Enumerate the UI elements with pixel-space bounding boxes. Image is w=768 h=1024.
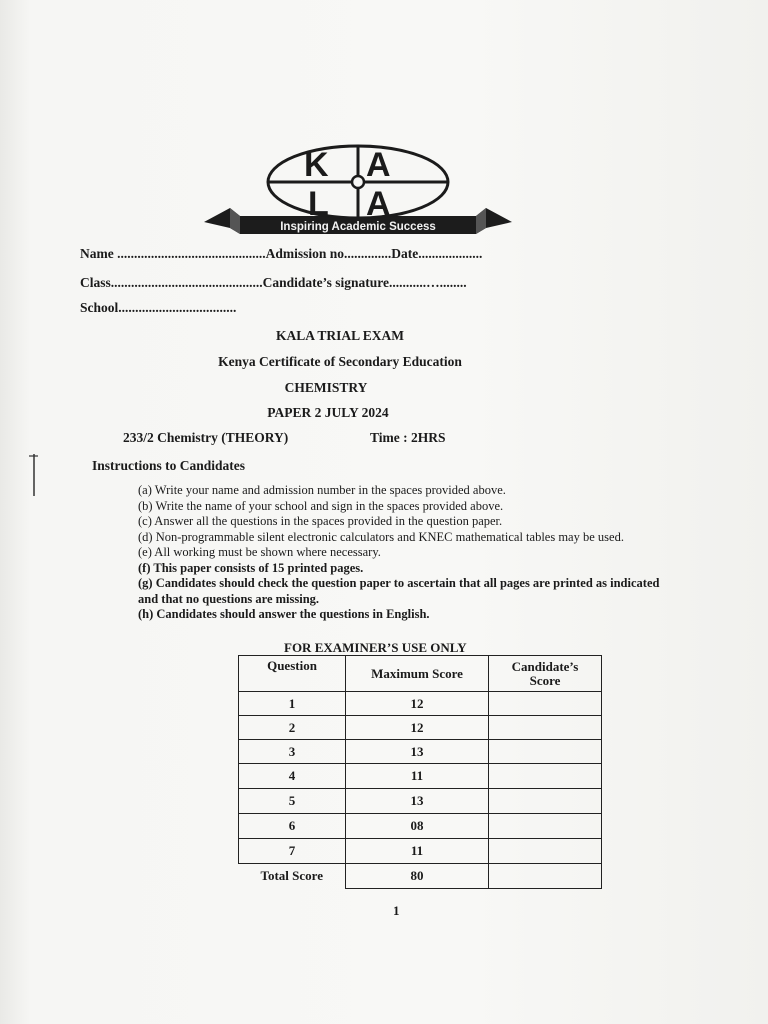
total-score-value: 80 xyxy=(346,864,489,889)
max-score: 12 xyxy=(346,716,489,740)
table-caption: FOR EXAMINER’S USE ONLY xyxy=(284,640,467,655)
instruction-c: (c) Answer all the questions in the spaces provided in the question paper. xyxy=(138,514,503,528)
instruction-d: (d) Non-programmable silent electronic calculators and KNEC mathematical tables may be used. xyxy=(138,529,624,544)
table-row xyxy=(239,716,602,740)
logo-letter-3: L xyxy=(308,185,329,223)
paper-code: 233/2 Chemistry (THEORY) xyxy=(123,430,289,445)
candidate-score[interactable] xyxy=(489,839,602,864)
instruction-a: (a) Write your name and admission number in the spaces provided above. xyxy=(138,483,506,497)
exam-title: KALA TRIAL EXAM xyxy=(275,328,405,343)
field-row-name xyxy=(80,246,482,262)
max-score: 08 xyxy=(346,814,489,839)
candidate-score[interactable] xyxy=(489,740,602,764)
class-field: Class............................................. xyxy=(80,275,263,290)
table-row xyxy=(239,839,602,864)
candidate-score[interactable] xyxy=(489,764,602,789)
question-number: 2 xyxy=(239,716,346,740)
field-row-school xyxy=(80,300,236,316)
max-score: 13 xyxy=(346,789,489,814)
kala-logo-graphic xyxy=(200,140,516,240)
candidate-score[interactable] xyxy=(489,814,602,839)
table-row xyxy=(239,814,602,839)
field-row-class xyxy=(80,275,467,291)
table-row xyxy=(239,740,602,764)
paper-time: Time : 2HRS xyxy=(370,430,446,445)
date-field: Date................... xyxy=(391,246,483,261)
total-candidate-score[interactable] xyxy=(489,864,602,889)
logo-letter-4: A xyxy=(366,185,391,223)
signature-field: Candidate’s signature...........…........ xyxy=(262,275,467,290)
name-field: Name ............................................ xyxy=(80,246,266,261)
logo-letter-2: A xyxy=(366,146,391,184)
table-row xyxy=(239,764,602,789)
admission-field: Admission no.............. xyxy=(265,246,392,261)
examiner-score-table xyxy=(238,655,602,889)
table-row xyxy=(239,789,602,814)
header-question: Question xyxy=(239,656,346,692)
instruction-f: (f) This paper consists of 15 printed pages. xyxy=(138,560,364,575)
max-score: 12 xyxy=(346,692,489,716)
kala-logo xyxy=(200,140,516,240)
paper-title: PAPER 2 JULY 2024 xyxy=(267,405,389,420)
max-score: 11 xyxy=(346,764,489,789)
question-number: 1 xyxy=(239,692,346,716)
instruction-e: (e) All working must be shown where necessary. xyxy=(138,545,381,559)
question-number: 6 xyxy=(239,814,346,839)
total-score-label: Total Score xyxy=(260,868,323,884)
header-candidate-score: Candidate’s Score xyxy=(489,656,602,692)
school-field: School................................... xyxy=(80,300,237,315)
table-total-row xyxy=(239,864,602,889)
instruction-g: (g) Candidates should check the question paper to ascertain that all pages are printed as indicated and that no questions are missing. xyxy=(138,576,660,606)
instructions-list xyxy=(138,483,678,623)
logo-letter-1: K xyxy=(304,146,329,184)
subject-title: CHEMISTRY xyxy=(284,380,368,395)
question-number: 3 xyxy=(239,740,346,764)
page-number: 1 xyxy=(393,903,400,918)
instruction-h: (h) Candidates should answer the questions in English. xyxy=(138,607,430,621)
max-score: 13 xyxy=(346,740,489,764)
instructions-title: Instructions to Candidates xyxy=(92,458,246,473)
logo-banner-text: Inspiring Academic Success xyxy=(280,221,436,233)
table-row xyxy=(239,692,602,716)
question-number: 4 xyxy=(239,764,346,789)
certificate-title: Kenya Certificate of Secondary Education xyxy=(218,354,462,369)
candidate-score[interactable] xyxy=(489,716,602,740)
margin-mark xyxy=(28,452,40,498)
question-number: 7 xyxy=(239,839,346,864)
candidate-score[interactable] xyxy=(489,789,602,814)
question-number: 5 xyxy=(239,789,346,814)
candidate-score[interactable] xyxy=(489,692,602,716)
instruction-b: (b) Write the name of your school and sign in the spaces provided above. xyxy=(138,498,504,513)
header-max-score: Maximum Score xyxy=(346,656,489,692)
max-score: 11 xyxy=(346,839,489,864)
table-header-row xyxy=(239,656,602,692)
